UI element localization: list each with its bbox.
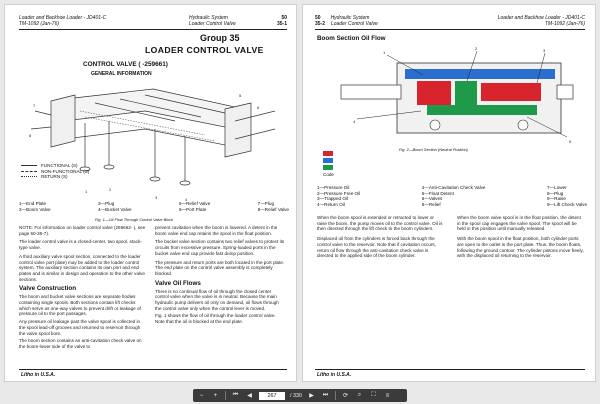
right-header-title: Loader and Backhoe Loader - JD401-C bbox=[497, 15, 585, 21]
viewer-toolbar bbox=[193, 389, 407, 402]
part-item: 4—Return Oil bbox=[317, 201, 345, 207]
paragraph: The boom and bucket valve sections are separate bodies containing single spools. Both sections contain lift checks which serve as one-way valves to prevent drift or leakage of pressure oil to the port passages. bbox=[19, 294, 141, 317]
part-item: 6—Relief bbox=[421, 201, 441, 207]
right-header-page-minor: 35-2 bbox=[315, 21, 326, 27]
boom-section-diagram bbox=[327, 45, 577, 147]
control-valve-diagram bbox=[25, 81, 280, 203]
swatch-label: Code bbox=[323, 172, 334, 177]
menu-icon[interactable]: ≡ bbox=[385, 392, 390, 399]
legend-nonfunctional: NON-FUNCTIONAL (S) bbox=[41, 168, 90, 174]
left-column-2 bbox=[155, 225, 285, 325]
legend-return: RETURN (S) bbox=[41, 174, 68, 180]
page-number-input[interactable] bbox=[259, 392, 285, 400]
legend-functional: FUNCTIONAL (S) bbox=[41, 163, 78, 168]
part-item: 8—Relief Valve bbox=[257, 206, 289, 212]
svg-text:1: 1 bbox=[85, 189, 88, 194]
paragraph: Any pressure oil leakage past the valve spool is collected in the spool lead-off grooves and returned to reservoir through the valve spool bore. bbox=[19, 319, 141, 336]
paragraph: The pressure and return ports are both located in the port plate. The end plate on the control valve assembly is completely blocked. bbox=[155, 259, 285, 276]
paragraph: The bucket valve section contains two relief valves to protect its circuits from excessive pressure. Spring-loaded ports in the bucket valve end cap provide fast dump position. bbox=[155, 239, 285, 256]
part-item: 4—Anti-Cavitation Check Valve bbox=[421, 185, 486, 190]
svg-text:5: 5 bbox=[239, 93, 242, 98]
part-list bbox=[19, 201, 289, 212]
part-item: 1—Pressure Oil bbox=[317, 185, 350, 190]
figure-caption: Fig. 1—Oil Flow Through Control Valve Block bbox=[95, 217, 174, 222]
part-item: 2—Pressure Free Oil bbox=[317, 190, 361, 196]
page-total: / 330 bbox=[290, 392, 302, 399]
left-header-right bbox=[189, 15, 287, 27]
heading-valve-construction: Valve Construction bbox=[19, 285, 77, 293]
right-column-2 bbox=[457, 215, 585, 259]
paragraph: When the boom valve spool is in the float position, the detent in the spool cap engages the valve spool. The spool will be held in this position until manually released. bbox=[457, 215, 581, 232]
right-column-1 bbox=[317, 215, 443, 259]
next-page-icon[interactable]: ▶ bbox=[309, 393, 314, 399]
svg-text:3: 3 bbox=[155, 195, 158, 200]
svg-text:7: 7 bbox=[33, 103, 36, 108]
part-item: 5—Float Detent bbox=[421, 190, 454, 196]
first-page-icon[interactable]: ⏮ bbox=[232, 392, 239, 398]
svg-text:3: 3 bbox=[543, 48, 546, 53]
right-header-subsection: Loader Control Valve bbox=[331, 21, 378, 27]
paragraph: NOTE: For information on loader control valve (259662- ), see page 50-35-7). bbox=[19, 225, 146, 236]
previous-page-icon[interactable]: ◀ bbox=[247, 393, 252, 399]
paragraph: A third auxiliary valve spool section, connected to the loader control valve port plate) may be added to the loader control system. The auxiliary section contains its own port and end plates and is similar in design and operation to the other valve sections. bbox=[19, 253, 145, 282]
svg-text:4: 4 bbox=[185, 197, 188, 202]
page-left bbox=[4, 4, 297, 382]
paragraph: The boom section contains an anti-cavitation check valve on the boom-lower side of the valve to bbox=[19, 338, 142, 349]
search-icon[interactable]: ⌕ bbox=[357, 392, 362, 398]
section-boom-oil-flow: Boom Section Oil Flow bbox=[317, 35, 386, 42]
subsection-title: GENERAL INFORMATION bbox=[91, 71, 152, 77]
heading-valve-oil-flows: Valve Oil Flows bbox=[155, 279, 201, 287]
last-page-icon[interactable]: ⏭ bbox=[322, 392, 329, 398]
left-header-page-major: 50 bbox=[281, 15, 287, 21]
paragraph: Fig. 1 shows the flow of oil through the loader control valve. Note that the oil is blocked at the end plate. bbox=[155, 313, 276, 325]
flow-legend bbox=[21, 163, 101, 180]
right-header-tm: TM-1092 (Jan-76) bbox=[544, 21, 585, 27]
left-column-1 bbox=[19, 225, 147, 350]
left-header-subsection: Loader Control Valve bbox=[189, 21, 236, 27]
zoom-out-icon[interactable]: − bbox=[199, 392, 204, 399]
part-item: 5—Relief Valve bbox=[178, 201, 211, 206]
toolbar-divider bbox=[335, 391, 336, 400]
part-item: 6—Valves bbox=[421, 196, 443, 202]
part-item: 9—Lift Check Valve bbox=[547, 201, 587, 207]
right-header-section: Hydraulic System bbox=[330, 15, 370, 21]
svg-text:4: 4 bbox=[353, 119, 356, 124]
color-code-legend bbox=[323, 151, 337, 178]
page-title: LOADER CONTROL VALVE bbox=[145, 45, 264, 55]
fullscreen-icon[interactable]: ⛶ bbox=[371, 392, 376, 398]
svg-text:8: 8 bbox=[29, 133, 32, 138]
part-item: 9—Raise bbox=[547, 196, 566, 202]
left-footer: Litho in U.S.A. bbox=[21, 372, 56, 378]
part-item: 7—Lower bbox=[547, 185, 567, 190]
svg-text:2: 2 bbox=[109, 187, 112, 192]
left-header-page-minor: 35-1 bbox=[276, 21, 287, 27]
zoom-in-icon[interactable]: + bbox=[213, 392, 218, 399]
paragraph: The loader control valve is a closed-center, two spool, stack-type valve. bbox=[19, 239, 142, 251]
swatch-pressure bbox=[323, 151, 333, 156]
part-item: 6—Port Plate bbox=[178, 206, 207, 212]
rotate-icon[interactable]: ⟳ bbox=[342, 393, 349, 399]
part-item: 3—Trapped Oil bbox=[317, 196, 348, 202]
right-footer: Litho in U.S.A. bbox=[317, 372, 352, 378]
paragraph: When the boom spool is extended or retracted to lower or raise the boom, the pump moves oil to the control valve. Oil is then directed through the lift check to the boom cylinders. bbox=[317, 215, 443, 232]
group-label: Group 35 bbox=[200, 33, 240, 43]
figure-caption: Fig. 2—Boom Section (Neutral Position) bbox=[399, 147, 468, 152]
right-header-left bbox=[315, 15, 407, 27]
part-item: 8—Plug bbox=[547, 190, 564, 196]
part-item: 4—Bucket Valve bbox=[97, 206, 132, 212]
svg-text:5: 5 bbox=[569, 139, 572, 144]
paragraph: Displaced oil from the cylinders is forced back through the control valve to the reservoir. Note that if cavitation occurs, return oil flow through the anti-cavitation check valve is directed to the applied side of the boom cylinder. bbox=[317, 236, 436, 259]
left-header-tm: TM-1092 (Jan-76) bbox=[19, 21, 60, 27]
part-item: 1—End Plate bbox=[19, 201, 47, 206]
part-item: 7—Plug bbox=[257, 201, 274, 206]
paragraph: prevent cavitation when the boom is lowered. A detent in the boom valve end cap retains the spool in the float position. bbox=[155, 225, 278, 236]
toolbar-divider bbox=[225, 391, 226, 400]
svg-text:2: 2 bbox=[475, 46, 478, 51]
swatch-return bbox=[323, 165, 333, 170]
right-header-right bbox=[471, 15, 585, 27]
part-item: 2—Boom Valve bbox=[19, 206, 51, 212]
paragraph: There is no continual flow of oil through the closed center control valve when the valve is in neutral. Because the main hydraulic pump delivers oil only on demand, oil flows through the control valve only when the control lever is moved. bbox=[155, 288, 279, 311]
svg-text:6: 6 bbox=[257, 105, 260, 110]
right-header-rule bbox=[315, 29, 585, 30]
page-right bbox=[302, 4, 596, 382]
right-footer-rule bbox=[315, 369, 585, 370]
left-header-title: Loader and Backhoe Loader - JD401-C bbox=[19, 15, 107, 21]
part-list bbox=[317, 185, 587, 207]
left-header-rule bbox=[19, 29, 287, 30]
left-footer-rule bbox=[19, 369, 287, 370]
section-title: CONTROL VALVE ( -259661) bbox=[83, 61, 168, 68]
svg-text:1: 1 bbox=[383, 50, 386, 55]
paragraph: With the boom spool in the float position, both cylinder ports are open to the outlet in the port plate. Thus, the boom floats, following the ground contour. The cylinder pistons move freely, with the displaced oil returning to the reservoir. bbox=[457, 236, 584, 259]
left-header-left bbox=[19, 15, 106, 27]
left-header-section: Hydraulic System bbox=[189, 15, 228, 21]
part-item: 3—Plug bbox=[97, 201, 115, 206]
right-header-page-major: 50 bbox=[315, 15, 321, 21]
swatch-trapped bbox=[323, 158, 333, 163]
